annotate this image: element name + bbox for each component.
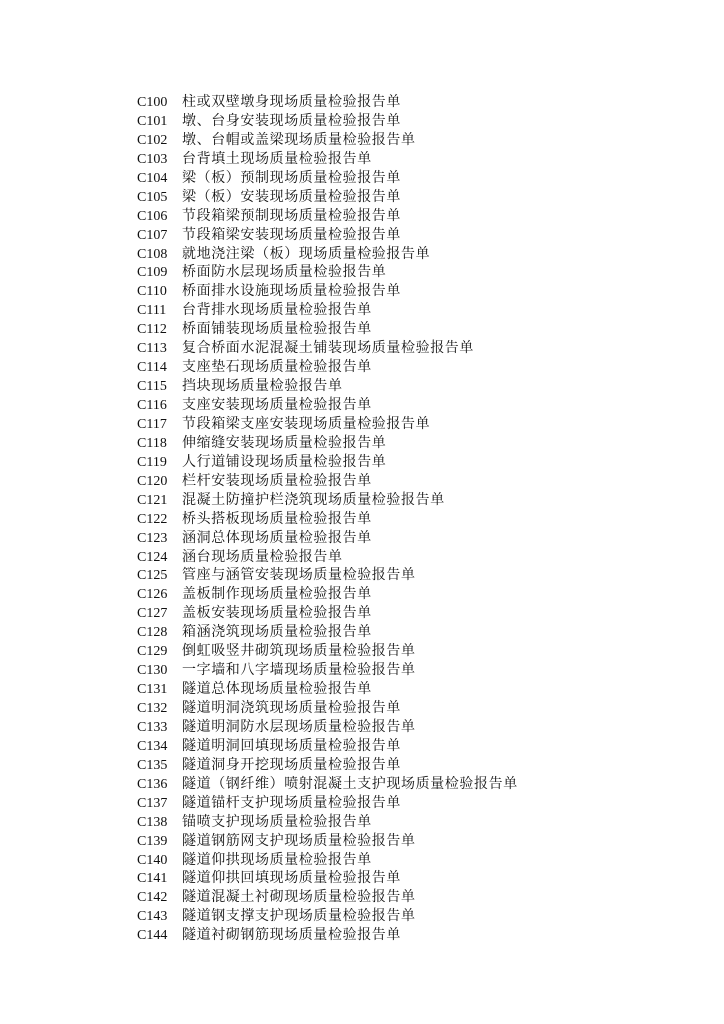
form-title: 隧道仰拱回填现场质量检验报告单 [182, 870, 401, 887]
form-code: C128 [137, 625, 168, 641]
list-item [137, 680, 518, 699]
list-item [137, 491, 518, 510]
form-code: C136 [137, 776, 168, 792]
form-code: C144 [137, 928, 168, 944]
list-item [137, 131, 518, 150]
form-title: 隧道明洞回填现场质量检验报告单 [182, 737, 401, 754]
form-code: C104 [137, 170, 168, 186]
form-code: C112 [137, 322, 167, 338]
list-item [137, 320, 518, 339]
form-code: C107 [137, 227, 168, 243]
form-code: C141 [137, 871, 168, 887]
form-code: C138 [137, 814, 168, 830]
form-title: 锚喷支护现场质量检验报告单 [182, 813, 372, 830]
form-code: C116 [137, 398, 167, 413]
list-item [137, 926, 518, 945]
form-title: 隧道钢支撑支护现场质量检验报告单 [182, 908, 416, 925]
form-code: C142 [137, 890, 168, 906]
list-item [137, 263, 518, 282]
list-item [137, 718, 518, 737]
list-item [137, 813, 518, 832]
form-title: 涵洞总体现场质量检验报告单 [182, 529, 372, 546]
form-title: 隧道总体现场质量检验报告单 [182, 681, 372, 698]
list-item [137, 661, 518, 680]
form-title: 桥头搭板现场质量检验报告单 [182, 510, 372, 527]
list-item [137, 756, 518, 775]
form-code: C134 [137, 738, 168, 754]
list-item [137, 699, 518, 718]
form-title: 人行道铺设现场质量检验报告单 [182, 453, 387, 470]
form-title: 节段箱梁安装现场质量检验报告单 [182, 226, 401, 243]
list-item [137, 737, 518, 756]
list-item [137, 377, 518, 396]
form-title: 墩、台帽或盖梁现场质量检验报告单 [182, 131, 416, 148]
form-code: C108 [137, 246, 168, 262]
form-title: 隧道锚杆支护现场质量检验报告单 [182, 794, 401, 811]
list-item [137, 169, 518, 188]
form-code: C140 [137, 852, 168, 868]
form-title: 隧道混凝土衬砌现场质量检验报告单 [182, 889, 416, 906]
form-code: C100 [137, 95, 168, 110]
list-item [137, 888, 518, 907]
form-title: 隧道明洞防水层现场质量检验报告单 [182, 718, 416, 735]
form-code: C113 [137, 341, 167, 357]
form-title: 节段箱梁支座安装现场质量检验报告单 [182, 415, 431, 432]
form-title: 栏杆安装现场质量检验报告单 [182, 472, 372, 489]
form-code: C124 [137, 549, 168, 565]
list-item [137, 453, 518, 472]
form-code: C106 [137, 208, 168, 224]
list-item [137, 396, 518, 415]
form-code: C123 [137, 530, 168, 546]
form-code: C109 [137, 265, 168, 281]
form-code: C133 [137, 719, 168, 735]
form-title: 隧道衬砌钢筋现场质量检验报告单 [182, 927, 401, 944]
form-title: 混凝土防撞护栏浇筑现场质量检验报告单 [182, 491, 445, 508]
form-title: 隧道仰拱现场质量检验报告单 [182, 851, 372, 868]
form-code: C101 [137, 113, 168, 129]
form-title: 隧道明洞浇筑现场质量检验报告单 [182, 700, 401, 716]
list-item [137, 93, 518, 112]
list-item [137, 548, 518, 567]
form-title: 管座与涵管安装现场质量检验报告单 [182, 567, 416, 584]
form-code: C119 [137, 454, 167, 470]
form-title: 挡块现场质量检验报告单 [182, 378, 343, 395]
list-item [137, 907, 518, 926]
form-title: 柱或双壁墩身现场质量检验报告单 [182, 94, 401, 110]
form-code: C127 [137, 606, 168, 622]
form-title: 隧道洞身开挖现场质量检验报告单 [182, 756, 401, 773]
form-title: 台背排水现场质量检验报告单 [182, 302, 372, 319]
form-title: 伸缩缝安装现场质量检验报告单 [182, 434, 387, 451]
list-item [137, 623, 518, 642]
list-item [137, 529, 518, 548]
list-item [137, 282, 518, 301]
form-code: C135 [137, 757, 168, 773]
form-code: C129 [137, 644, 168, 660]
list-item [137, 112, 518, 131]
form-code: C131 [137, 682, 168, 698]
list-item [137, 358, 518, 377]
form-title: 节段箱梁预制现场质量检验报告单 [182, 207, 401, 224]
list-item [137, 472, 518, 491]
form-title: 涵台现场质量检验报告单 [182, 548, 343, 565]
form-code: C122 [137, 511, 168, 527]
form-code: C110 [137, 284, 167, 300]
form-title: 支座垫石现场质量检验报告单 [182, 359, 372, 376]
form-code: C120 [137, 473, 168, 489]
form-title: 倒虹吸竖井砌筑现场质量检验报告单 [182, 643, 416, 660]
list-item [137, 794, 518, 813]
list-item [137, 415, 518, 434]
list-item [137, 301, 518, 320]
form-code: C115 [137, 379, 167, 395]
list-item [137, 226, 518, 245]
form-code: C143 [137, 909, 168, 925]
form-code: C102 [137, 132, 168, 148]
list-item [137, 604, 518, 623]
list-item [137, 775, 518, 794]
form-title: 支座安装现场质量检验报告单 [182, 397, 372, 413]
form-title: 就地浇注梁（板）现场质量检验报告单 [182, 245, 431, 262]
list-item [137, 188, 518, 207]
form-code: C126 [137, 587, 168, 603]
form-code: C111 [137, 303, 167, 319]
form-title: 台背填土现场质量检验报告单 [182, 150, 372, 167]
form-title: 复合桥面水泥混凝土铺装现场质量检验报告单 [182, 340, 474, 357]
form-code: C105 [137, 189, 168, 205]
form-code: C103 [137, 151, 168, 167]
form-code: C139 [137, 833, 168, 849]
form-code: C130 [137, 663, 168, 679]
list-item [137, 832, 518, 851]
form-code: C125 [137, 568, 168, 584]
form-title: 一字墙和八字墙现场质量检验报告单 [182, 662, 416, 679]
list-item [137, 851, 518, 870]
form-title: 盖板安装现场质量检验报告单 [182, 605, 372, 622]
form-code: C121 [137, 492, 168, 508]
list-item [137, 642, 518, 661]
form-title: 梁（板）预制现场质量检验报告单 [182, 169, 401, 186]
form-title: 桥面防水层现场质量检验报告单 [182, 264, 387, 281]
list-item [137, 245, 518, 264]
form-code: C132 [137, 701, 168, 716]
form-title: 隧道钢筋网支护现场质量检验报告单 [182, 832, 416, 849]
list-item [137, 585, 518, 604]
list-item [137, 434, 518, 453]
form-title: 墩、台身安装现场质量检验报告单 [182, 112, 401, 129]
list-item [137, 566, 518, 585]
form-title: 桥面铺装现场质量检验报告单 [182, 321, 372, 338]
list-item [137, 207, 518, 226]
list-item [137, 150, 518, 169]
form-code: C118 [137, 435, 167, 451]
list-item [137, 339, 518, 358]
list-item [137, 869, 518, 888]
form-code: C137 [137, 795, 168, 811]
form-title: 梁（板）安装现场质量检验报告单 [182, 188, 401, 205]
report-form-list [137, 93, 518, 945]
form-title: 盖板制作现场质量检验报告单 [182, 586, 372, 603]
form-title: 桥面排水设施现场质量检验报告单 [182, 283, 401, 300]
list-item [137, 510, 518, 529]
form-code: C114 [137, 360, 167, 376]
form-title: 隧道（钢纤维）喷射混凝土支护现场质量检验报告单 [182, 775, 518, 792]
form-code: C117 [137, 416, 167, 432]
form-title: 箱涵浇筑现场质量检验报告单 [182, 624, 372, 641]
